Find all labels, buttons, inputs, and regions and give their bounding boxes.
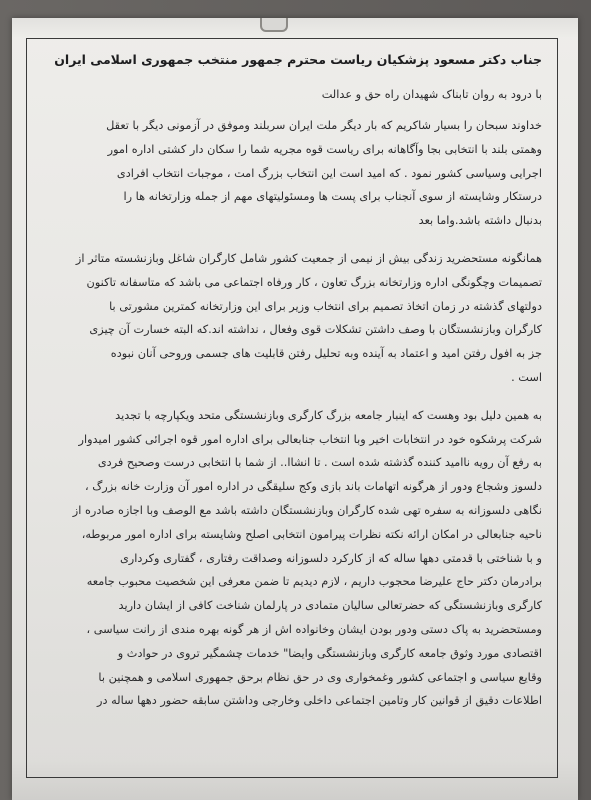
paragraph-line: ومستحضرید به پاک دستی ودور بودن ایشان وخانواده اش از هر گونه بهره مندی از رانت سیاسی ،: [86, 622, 542, 636]
paragraph-line: همانگونه مستحضرید زندگی بیش از نیمی از جمعیت کشور شامل کارگران شاغل وبازنشسته متاثر از: [75, 251, 542, 265]
paragraph-line: بدنبال داشته باشد.واما بعد: [418, 214, 542, 228]
paragraph-line: است .: [511, 370, 542, 384]
paragraph-line: تصمیمات وچگونگی اداره وزارتخانه بزرگ تعاون ، کار ورفاه اجتماعی می باشد که متاسفانه تاکنون: [86, 275, 542, 289]
paragraph-line: درستکار وشایسته از سوی آنجناب برای پست ها ومسئولیتهای مهم از جمله وزارتخانه ها را: [123, 190, 542, 204]
paragraph-1: [42, 114, 542, 233]
paragraph-line: ناحیه جنابعالی در امکان ارائه نکته نظرات پیرامون انتخابی اصلح وشایسته برای اداره امور مربوطه،: [81, 527, 542, 541]
paragraph-line: به همین دلیل بود وهست که اینبار جامعه بزرگ کارگری وبازنشستگی متحد ویکپارچه با تجدید: [115, 408, 542, 422]
paragraph-line: دولتهای گذشته در زمان اتخاذ تصمیم برای انتخاب وزیر برای این وزارتخانه کمترین مشورتی با: [109, 299, 542, 313]
paragraph-line: وقایع سیاسی و اجتماعی کشور وغمخواری وی در حق نظام برحق جمهوری اسلامی و همچنین با: [98, 670, 542, 684]
paragraph-line: کارگری وبازنشستگی که حضرتعالی سالیان متمادی در پارلمان شناخت کافی از ایشان دارید: [118, 599, 542, 613]
paragraph-line: دلسوز وشجاع ودور از هرگونه اتهامات باند بازی وکج سلیقگی در اداره امور آن وزارت خانه بزرگ ،: [84, 480, 542, 494]
letter-sheet: [12, 18, 578, 800]
paragraph-line: خداوند سبحان را بسیار شاکریم که بار دیگر ملت ایران سربلند وموفق در آزمونی دیگر با تعقل: [106, 119, 542, 132]
paragraph-line: جز به افول رفتن امید و اعتماد به آینده وبه تحلیل رفتن قابلیت های جسمی وروحی آنان نبوده: [110, 347, 542, 361]
paragraph-line: اقتصادی مورد وثوق جامعه کارگری وبازنشستگی وایضا" خدمات چشمگیر تروی در حوادث و: [117, 646, 542, 660]
paragraph-line: به رفع آن رویه ناامید کننده گذشته شده است . تا انشاا.. از شما با انتخابی درست وصحیح فردی: [97, 456, 542, 470]
paragraph-line: اجرایی وسیاسی کشور نمود . که امید است این انتخاب بزرگ امت ، موجبات انتخاب افرادی: [116, 166, 542, 180]
paragraph-3: [42, 404, 542, 713]
letter-greeting: با درود به روان تابناک شهیدان راه حق و عدالت: [321, 88, 542, 101]
paper-clip: [260, 18, 288, 32]
paragraph-2: [42, 247, 542, 390]
letter-body: [42, 84, 542, 727]
paragraph-line: برادرمان دکتر حاج علیرضا محجوب داریم ، لازم دیدیم تا ضمن معرفی این شخصیت محبوب جامعه: [86, 575, 542, 589]
paragraph-line: نگاهی دلسوزانه به سفره تهی شده کارگران وبازنشستگان داشته باشد مع الوصف وبا اجازه صادره از: [72, 503, 542, 517]
letter-title: جناب دکتر مسعود پزشکیان ریاست محترم جمهور منتخب جمهوری اسلامی ایران: [54, 52, 542, 67]
paragraph-line: وهمتی بلند با انتخابی بجا وآگاهانه برای ریاست قوه مجریه شما را سکان دار کشتی اداره امور: [107, 142, 542, 156]
paragraph-line: شرکت پرشکوه خود در انتخابات اخیر وبا انتخاب جنابعالی برای اداره امور قوه اجرائی کشور امیدوار: [78, 432, 542, 446]
paper-shadow: [12, 760, 578, 800]
paragraph-line: کارگران وبازنشستگان با وصف داشتن تشکلات قوی وفعال ، نداشته اند.که البته خسارت آن چیزی: [89, 323, 542, 337]
paragraph-line: اطلاعات دقیق از قوانین کار وتامین اجتماعی داخلی وخارجی وداشتن سابقه حضور دهها ساله در: [97, 694, 542, 708]
paragraph-line: و با شناختی با قدمتی دهها ساله که از کارکرد دلسوزانه وصداقت رفتاری ، گفتاری وکرداری: [119, 551, 542, 565]
